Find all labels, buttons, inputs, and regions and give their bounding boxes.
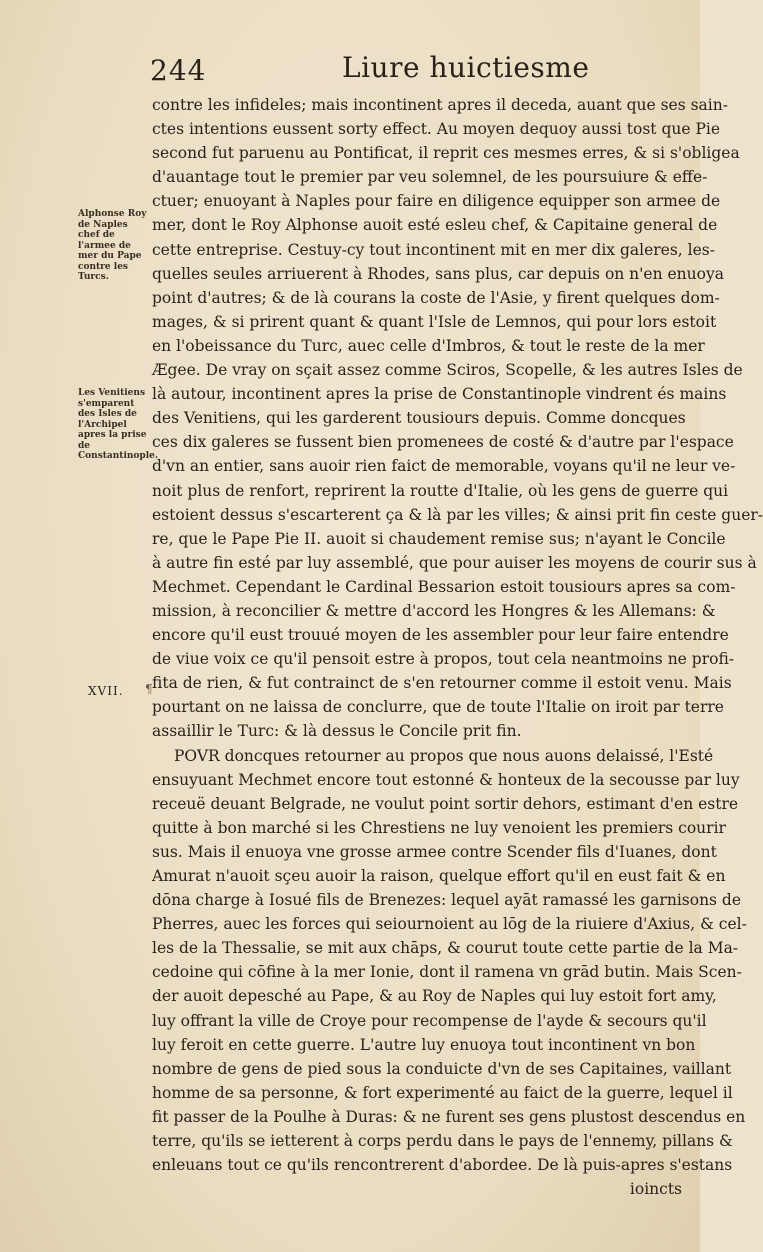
text-line: noit plus de renfort, reprirent la routte d'Italie, où les gens de guerre qui [152, 481, 729, 500]
text-line: des Venitiens, qui les garderent tousiours depuis. Comme doncques [152, 409, 686, 428]
text-line: ensuyuant Mechmet encore tout estonné & honteux de la secousse par luy [152, 770, 740, 789]
text-line: de viue voix ce qu'il pensoit estre à propos, tout cela neantmoins ne profi- [152, 650, 735, 669]
text-line: fita de rien, & fut contrainct de s'en retourner comme il estoit venu. Mais [152, 674, 732, 693]
section-number: XVII. [88, 684, 124, 698]
text-line: receuë deuant Belgrade, ne voulut point sortir dehors, estimant d'en estre [152, 794, 739, 813]
text-line: Amurat n'auoit sçeu auoir la raison, quelque effort qu'il en eust fait & en [152, 867, 726, 885]
text-line: luy feroit en cette guerre. L'autre luy enuoya tout incontinent vn bon [152, 1035, 696, 1054]
text-line: nombre de gens de pied sous la conduicte d'vn de ses Capitaines, vaillant [152, 1059, 732, 1078]
text-line: encore qu'il eust trouué moyen de les assembler pour leur faire entendre [152, 626, 729, 645]
catchword: ioincts [629, 1180, 682, 1199]
text-line: estoient dessus s'escarterent ça & là par les villes; & ainsi prit fin ceste guer- [152, 505, 763, 524]
text-line: mer, dont le Roy Alphonse auoit esté esleu chef, & Capitaine general de [152, 216, 718, 235]
text-line: pourtant on ne laissa de conclurre, que de toute l'Italie on iroit par terre [152, 698, 724, 717]
text-line: enleuans tout ce qu'ils rencontrerent d'abordee. De là puis-apres s'estans [152, 1156, 733, 1175]
text-line: dōna charge à Iosué fils de Brenezes: lequel ayāt ramassé les garnisons de [152, 891, 742, 910]
text-line: fit passer de la Poulhe à Duras: & ne furent ses gens plustost descendus en [152, 1107, 746, 1126]
text-line: re, que le Pape Pie II. auoit si chaudement remise sus; n'ayant le Concile [152, 529, 726, 548]
running-head: Liure huictiesme [342, 51, 590, 84]
text-line: à autre fin esté par luy assemblé, que pour auiser les moyens de courir sus à [152, 553, 757, 572]
text-line: homme de sa personne, & fort experimenté au faict de la guerre, lequel il [152, 1083, 733, 1102]
text-line: terre, qu'ils se ietterent à corps perdu dans le pays de l'ennemy, pillans & [152, 1132, 733, 1151]
text-line: point d'autres; & de là courans la coste de l'Asie, y firent quelques dom- [152, 288, 720, 307]
text-line: sus. Mais il enuoya vne grosse armee contre Scender fils d'Iuanes, dont [152, 842, 717, 861]
text-line: ctes intentions eussent sorty effect. Au moyen dequoy aussi tost que Pie [152, 120, 721, 139]
text-line: quelles seules arriuerent à Rhodes, sans plus, car depuis on n'en enuoya [152, 264, 724, 283]
sidenote-alphonse: Alphonse Roy de Naples chef de l'armee de mer du Pape contre les Turcs. [78, 209, 147, 282]
text-line: ctuer; enuoyant à Naples pour faire en diligence equipper son armee de [152, 192, 721, 211]
text-line: luy offrant la ville de Croye pour recompense de l'ayde & secours qu'il [152, 1011, 707, 1030]
paragraph-mark: ¶ [145, 682, 153, 696]
text-line: d'vn an entier, sans auoir rien faict de memorable, voyans qu'il ne leur ve- [152, 457, 736, 476]
text-line: Ægee. De vray on sçait assez comme Sciros, Scopelle, & les autres Isles de [152, 361, 743, 380]
body-text [152, 93, 763, 1201]
text-line: second fut paruenu au Pontificat, il reprit ces mesmes erres, & si s'obligea [152, 144, 740, 163]
text-line: der auoit depesché au Pape, & au Roy de Naples qui luy estoit fort amy, [152, 987, 717, 1006]
text-line: là autour, incontinent apres la prise de Constantinople vindrent és mains [152, 385, 727, 404]
page-number: 244 [150, 54, 207, 87]
text-line: ces dix galeres se fussent bien promenees de costé & d'autre par l'espace [152, 433, 734, 452]
text-line: cette entreprise. Cestuy-cy tout incontinent mit en mer dix galeres, les- [152, 240, 715, 259]
text-line: mission, à reconcilier & mettre d'accord les Hongres & les Allemans: & [152, 601, 716, 620]
text-line: d'auantage tout le premier par veu solemnel, de les poursuiure & effe- [152, 168, 708, 187]
text-line: assaillir le Turc: & là dessus le Concile prit fin. [152, 722, 522, 741]
text-line: en l'obeissance du Turc, auec celle d'Imbros, & tout le reste de la mer [152, 336, 705, 355]
text-line: les de la Thessalie, se mit aux chāps, & courut toute cette partie de la Ma- [152, 939, 739, 958]
text-line: POVR doncques retourner au propos que nous auons delaissé, l'Esté [174, 746, 714, 765]
text-line: Mechmet. Cependant le Cardinal Bessarion estoit tousiours apres sa com- [152, 577, 736, 596]
text-line: Pherres, auec les forces qui seiournoient au lōg de la riuiere d'Axius, & cel- [152, 915, 747, 934]
text-line: mages, & si prirent quant & quant l'Isle de Lemnos, qui pour lors estoit [152, 312, 717, 331]
text-line: contre les infideles; mais incontinent apres il deceda, auant que ses sain- [152, 96, 728, 114]
text-line: quitte à bon marché si les Chrestiens ne luy venoient les premiers courir [152, 818, 726, 837]
sidenote-venitiens: Les Venitiens s'emparent des Isles de l'Archipel apres la prise de Constantinople. [78, 388, 159, 461]
text-line: cedoine qui cōfine à la mer Ionie, dont il ramena vn grād butin. Mais Scen- [152, 963, 742, 982]
